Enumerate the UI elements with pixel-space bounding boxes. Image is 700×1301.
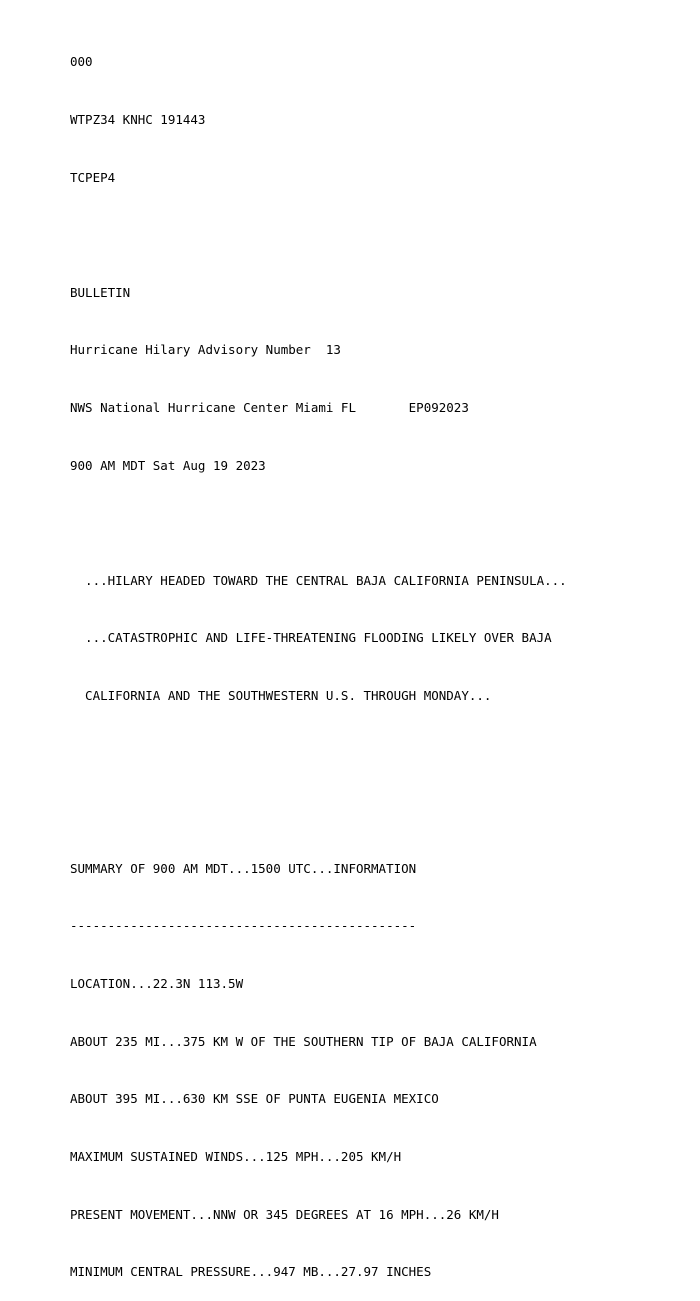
bulletin-line: CALIFORNIA AND THE SOUTHWESTERN U.S. THROUGH MONDAY... — [70, 688, 492, 704]
bulletin-line: WTPZ34 KNHC 191443 — [70, 112, 206, 128]
bulletin-line-blank — [70, 225, 700, 244]
bulletin-line: LOCATION...22.3N 113.5W — [70, 976, 244, 992]
bulletin-line: ABOUT 235 MI...375 KM W OF THE SOUTHERN TIP OF BAJA CALIFORNIA — [70, 1033, 537, 1049]
bulletin-line: 900 AM MDT Sat Aug 19 2023 — [70, 457, 266, 473]
bulletin-line: MAXIMUM SUSTAINED WINDS...125 MPH...205 KM/H — [70, 1148, 402, 1164]
bulletin-line: BULLETIN — [70, 284, 131, 300]
bulletin-line: MINIMUM CENTRAL PRESSURE...947 MB...27.97 INCHES — [70, 1264, 432, 1280]
bulletin-line: ---------------------------------------------- — [70, 918, 417, 934]
bulletin-line: 000 — [70, 54, 93, 70]
bulletin-line: Hurricane Hilary Advisory Number 13 — [70, 342, 341, 358]
bulletin-line: NWS National Hurricane Center Miami FL EP092023 — [70, 400, 469, 416]
bulletin-line: SUMMARY OF 900 AM MDT...1500 UTC...INFORMATION — [70, 860, 417, 876]
bulletin-line-blank — [70, 801, 700, 820]
bulletin-line: ABOUT 395 MI...630 KM SSE OF PUNTA EUGENIA MEXICO — [70, 1091, 439, 1107]
bulletin-line: ...CATASTROPHIC AND LIFE-THREATENING FLOODING LIKELY OVER BAJA — [70, 630, 552, 646]
bulletin-line: ...HILARY HEADED TOWARD THE CENTRAL BAJA CALIFORNIA PENINSULA... — [70, 572, 567, 588]
bulletin-line: TCPEP4 — [70, 169, 116, 185]
bulletin-line-blank — [70, 744, 700, 763]
bulletin-line: PRESENT MOVEMENT...NNW OR 345 DEGREES AT 16 MPH...26 KM/H — [70, 1206, 499, 1222]
bulletin-line-blank — [70, 513, 700, 532]
